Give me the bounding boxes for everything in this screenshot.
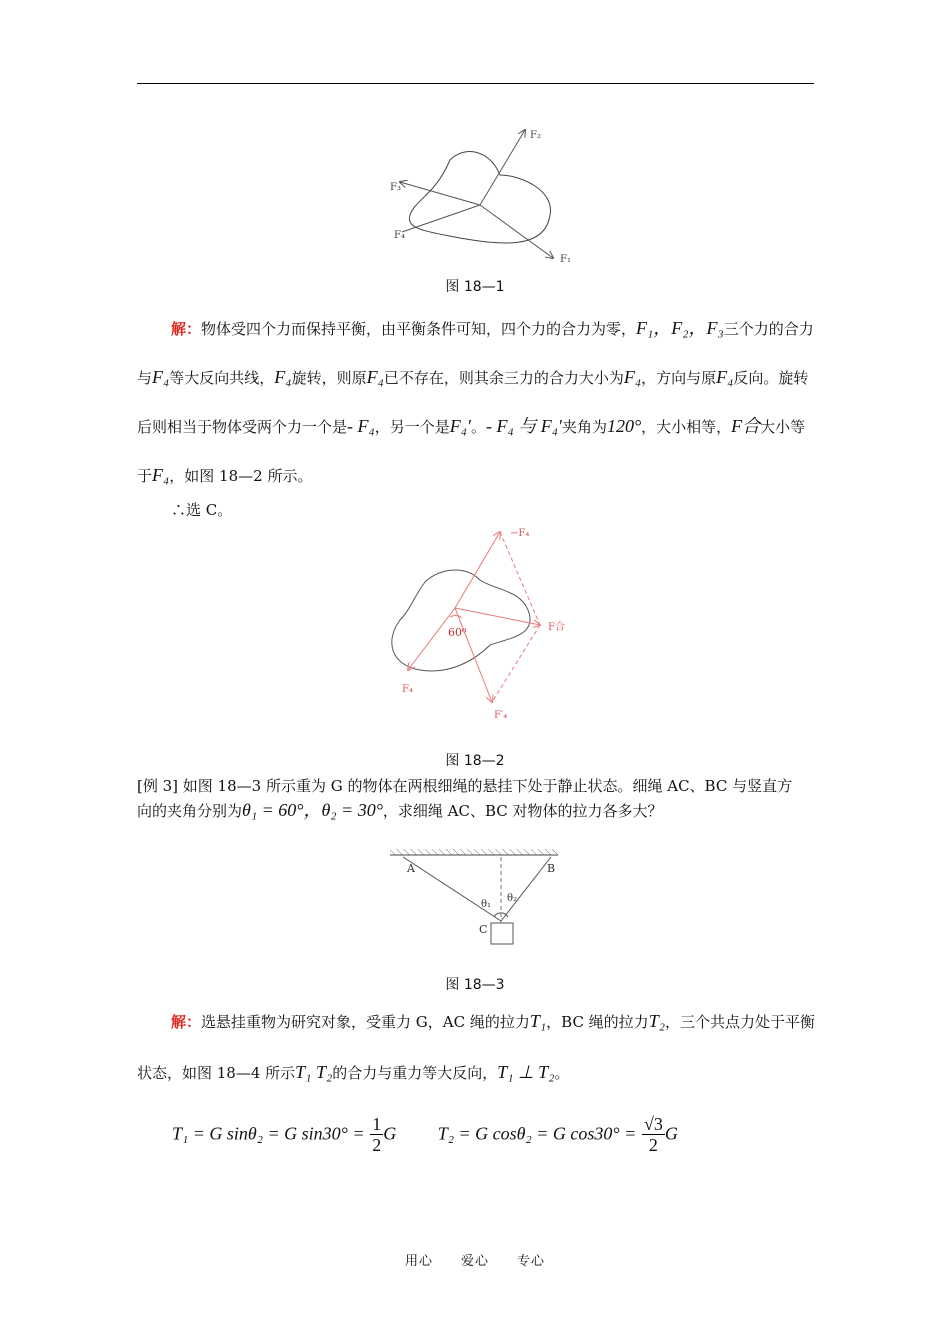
equation-row: T₁ = G sinθ₂ = G sin30° = $\frac{1}{2}$ G T₂ = G cosθ₂ = G cos30° = $\frac{√3}{2}$ G — [172, 1114, 678, 1155]
label-angle: 60⁰ — [448, 626, 467, 639]
figure-18-2 — [380, 520, 590, 730]
label-b: B — [547, 862, 556, 875]
fraction-half: $\frac{1}{2}$ — [372, 1114, 382, 1155]
solution-3-paragraph: 解：选悬挂重物为研究对象，受重力 G，AC 绳的拉力T₁，BC 绳的拉力T₂，三个共点力处于平衡状态，如图 18—4 所示T₁ T₂的合力与重力等大反向，T₁ ⊥ T₂。 — [137, 1011, 816, 1082]
label-c: C — [479, 923, 488, 936]
label-f4: F₄ — [394, 230, 405, 241]
label-f1: F₁ — [560, 254, 571, 265]
figure-18-3 — [385, 845, 565, 955]
example-3: [例 3] 如图 18—3 所示重为 G 的物体在两根细绳的悬挂下处于静止状态。细绳 AC、BC 与竖直方 向的夹角分别为θ₁ = 60°，θ₂ = 30°，求细绳 AC、BC 对物体的拉力各多大？ — [137, 777, 793, 820]
header-rule — [137, 83, 814, 84]
page-footer: 用心 爱心 专心 — [404, 1254, 546, 1269]
label-theta2: θ₂ — [507, 893, 518, 904]
equation-t2: T₂ = G cosθ₂ = G cos30° = — [437, 1123, 637, 1144]
label-a: A — [407, 862, 415, 875]
label-theta1: θ₁ — [481, 899, 492, 910]
label-f2: F₂ — [530, 130, 541, 141]
figure-18-2-caption: 图 18—2 — [445, 753, 505, 769]
body-outline — [392, 570, 530, 671]
answer-line: ∴选 C。 — [171, 501, 233, 519]
solution-paragraph: 解：物体受四个力而保持平衡，由平衡条件可知，四个力的合力为零，F₁，F₂，F₃三个力的合力与F₄等大反向共线，F₄旋转，则原F₄已不存在，则其余三力的合力大小为F₄，方向与原F₄反向。旋转后则相当于物体受两个力一个是- F₄，另一个是F₄′。- F₄ 与 F₄′夹角为120°，大小相等，F合大小等于F₄，如图 18—2 所示。 — [137, 318, 814, 485]
label-f4: F₄ — [402, 684, 413, 695]
figure-18-3-caption: 图 18—3 — [445, 977, 505, 993]
equation-t1: T₁ = G sinθ₂ = G sin30° = — [172, 1123, 365, 1144]
label-f-he: F合 — [548, 622, 565, 633]
label-neg-f4: −F₄ — [510, 528, 530, 539]
label-f4-prime: F′₄ — [494, 710, 508, 721]
figure-18-1 — [380, 120, 580, 270]
body-outline — [409, 152, 550, 243]
fraction-root3-half: $\frac{√3}{2}$ — [643, 1114, 663, 1155]
figure-18-1-caption: 图 18—1 — [445, 279, 505, 295]
label-f3: F₃ — [390, 182, 401, 193]
